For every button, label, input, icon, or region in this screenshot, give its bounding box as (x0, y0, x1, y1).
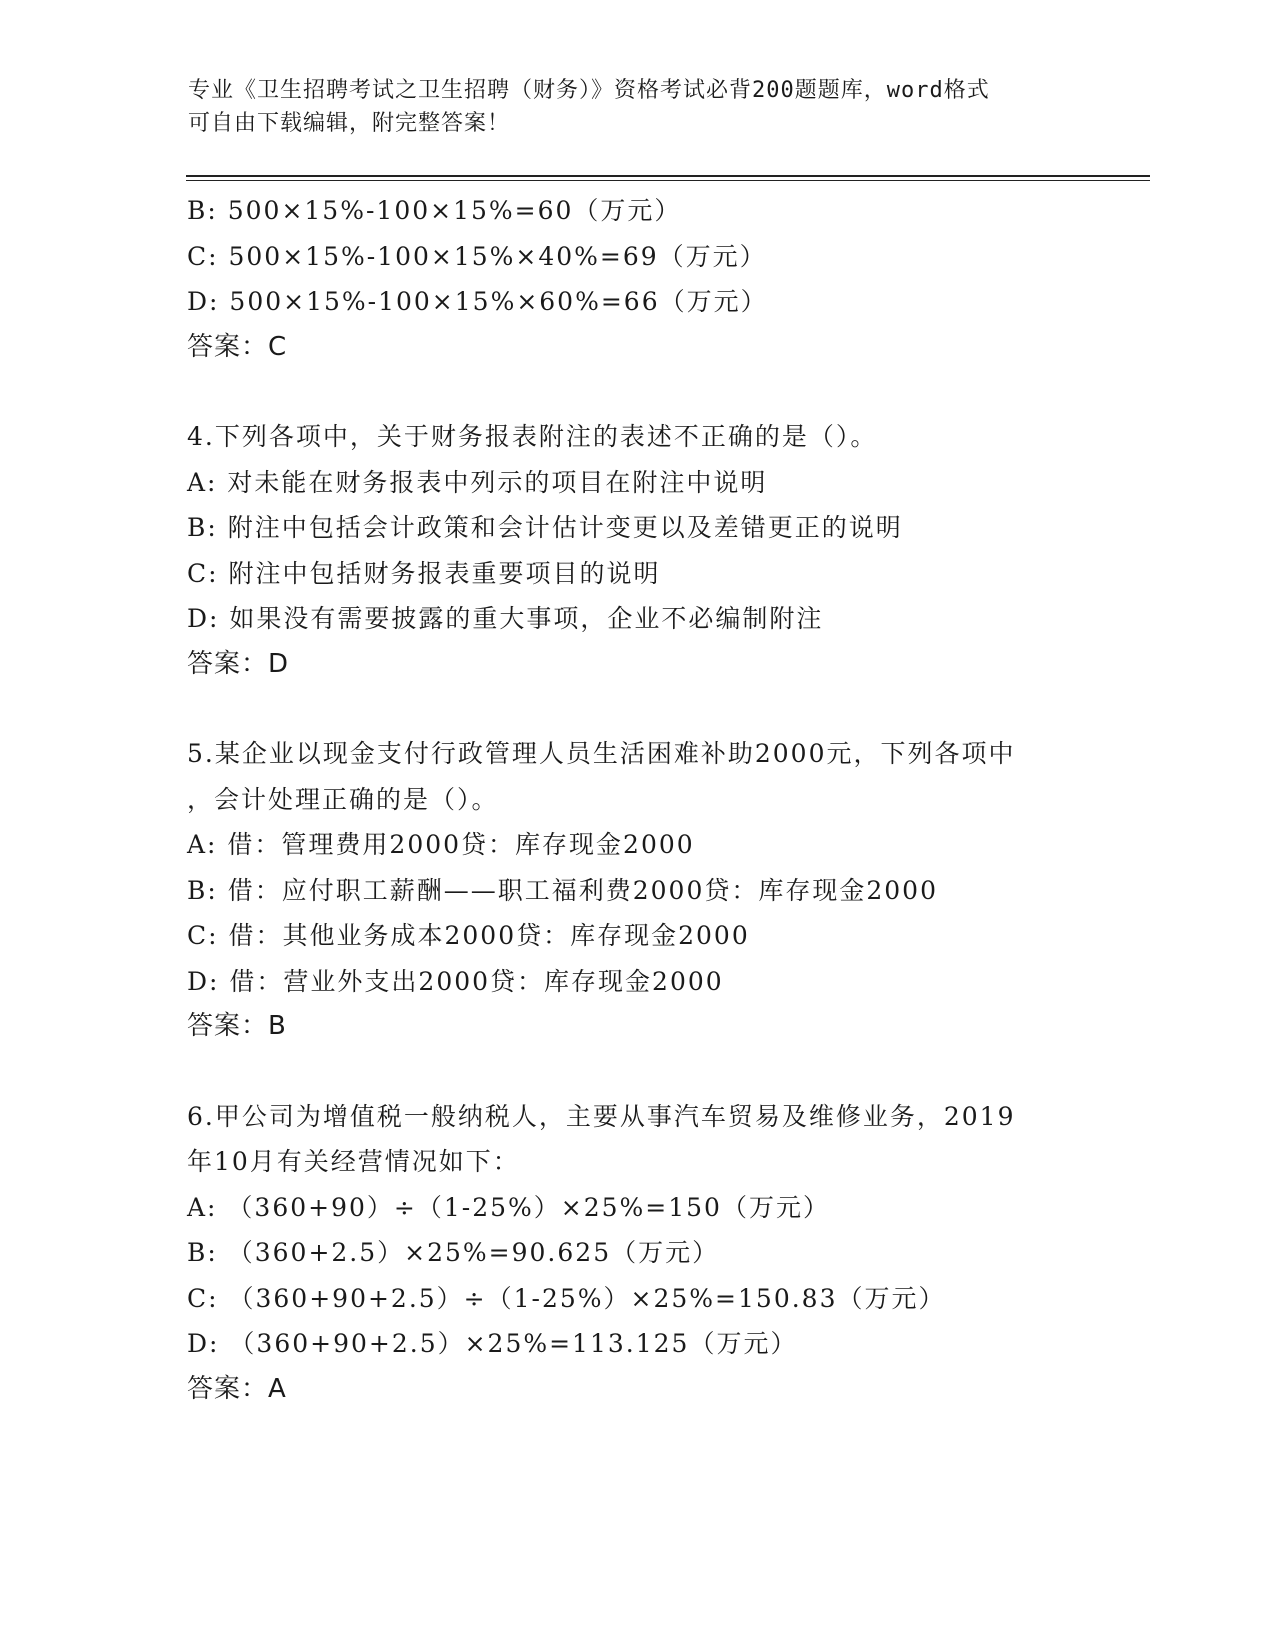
option-d: D: 500×15%-100×15%×60%=66（万元） (187, 287, 768, 316)
option-a: A: （360+90）÷（1-25%）×25%=150（万元） (187, 1192, 830, 1222)
header-line-2: 可自由下载编辑，附完整答案！ (188, 111, 511, 136)
question-list (187, 188, 1087, 1412)
document-header (188, 74, 1088, 140)
answer: 答案：D (187, 648, 290, 679)
answer: 答案：C (187, 331, 288, 362)
option-b: B: 附注中包括会计政策和会计估计变更以及差错更正的说明 (187, 513, 903, 542)
option-d: D: 如果没有需要披露的重大事项，企业不必编制附注 (187, 604, 824, 633)
question-stem-line-1: 5.某企业以现金支付行政管理人员生活困难补助2000元，下列各项中 (187, 739, 1016, 768)
question-3 (187, 188, 1087, 370)
option-a: A: 对未能在财务报表中列示的项目在附注中说明 (187, 467, 768, 497)
question-4 (187, 414, 1087, 687)
question-5 (187, 731, 1087, 1050)
option-a: A: 借：管理费用2000贷：库存现金2000 (187, 830, 695, 859)
question-stem-line-2: 年10月有关经营情况如下： (187, 1147, 520, 1176)
question-stem: 4.下列各项中，关于财务报表附注的表述不正确的是（）。 (187, 422, 878, 451)
option-d: D: 借：营业外支出2000贷：库存现金2000 (187, 966, 724, 996)
option-c: C: 借：其他业务成本2000贷：库存现金2000 (187, 921, 750, 950)
answer: 答案：A (187, 1373, 287, 1404)
header-divider-thick (186, 175, 1150, 177)
question-6 (187, 1094, 1087, 1413)
option-c: C: 500×15%-100×15%×40%=69（万元） (187, 241, 767, 271)
question-stem-line-1: 6.甲公司为增值税一般纳税人，主要从事汽车贸易及维修业务，2019 (187, 1101, 1016, 1131)
header-divider-thin (186, 180, 1150, 181)
option-c: C: （360+90+2.5）÷（1-25%）×25%=150.83（万元） (187, 1283, 946, 1313)
option-b: B: 借：应付职工薪酬——职工福利费2000贷：库存现金2000 (187, 875, 938, 905)
option-b: B: 500×15%-100×15%=60（万元） (187, 196, 682, 225)
answer: 答案：B (187, 1011, 287, 1041)
option-b: B: （360+2.5）×25%=90.625（万元） (187, 1238, 720, 1267)
header-line-1: 专业《卫生招聘考试之卫生招聘（财务）》资格考试必背200题题库，word格式 (188, 78, 990, 103)
option-d: D: （360+90+2.5）×25%=113.125（万元） (187, 1329, 798, 1358)
option-c: C: 附注中包括财务报表重要项目的说明 (187, 558, 661, 588)
question-stem-line-2: ，会计处理正确的是（）。 (187, 784, 499, 814)
